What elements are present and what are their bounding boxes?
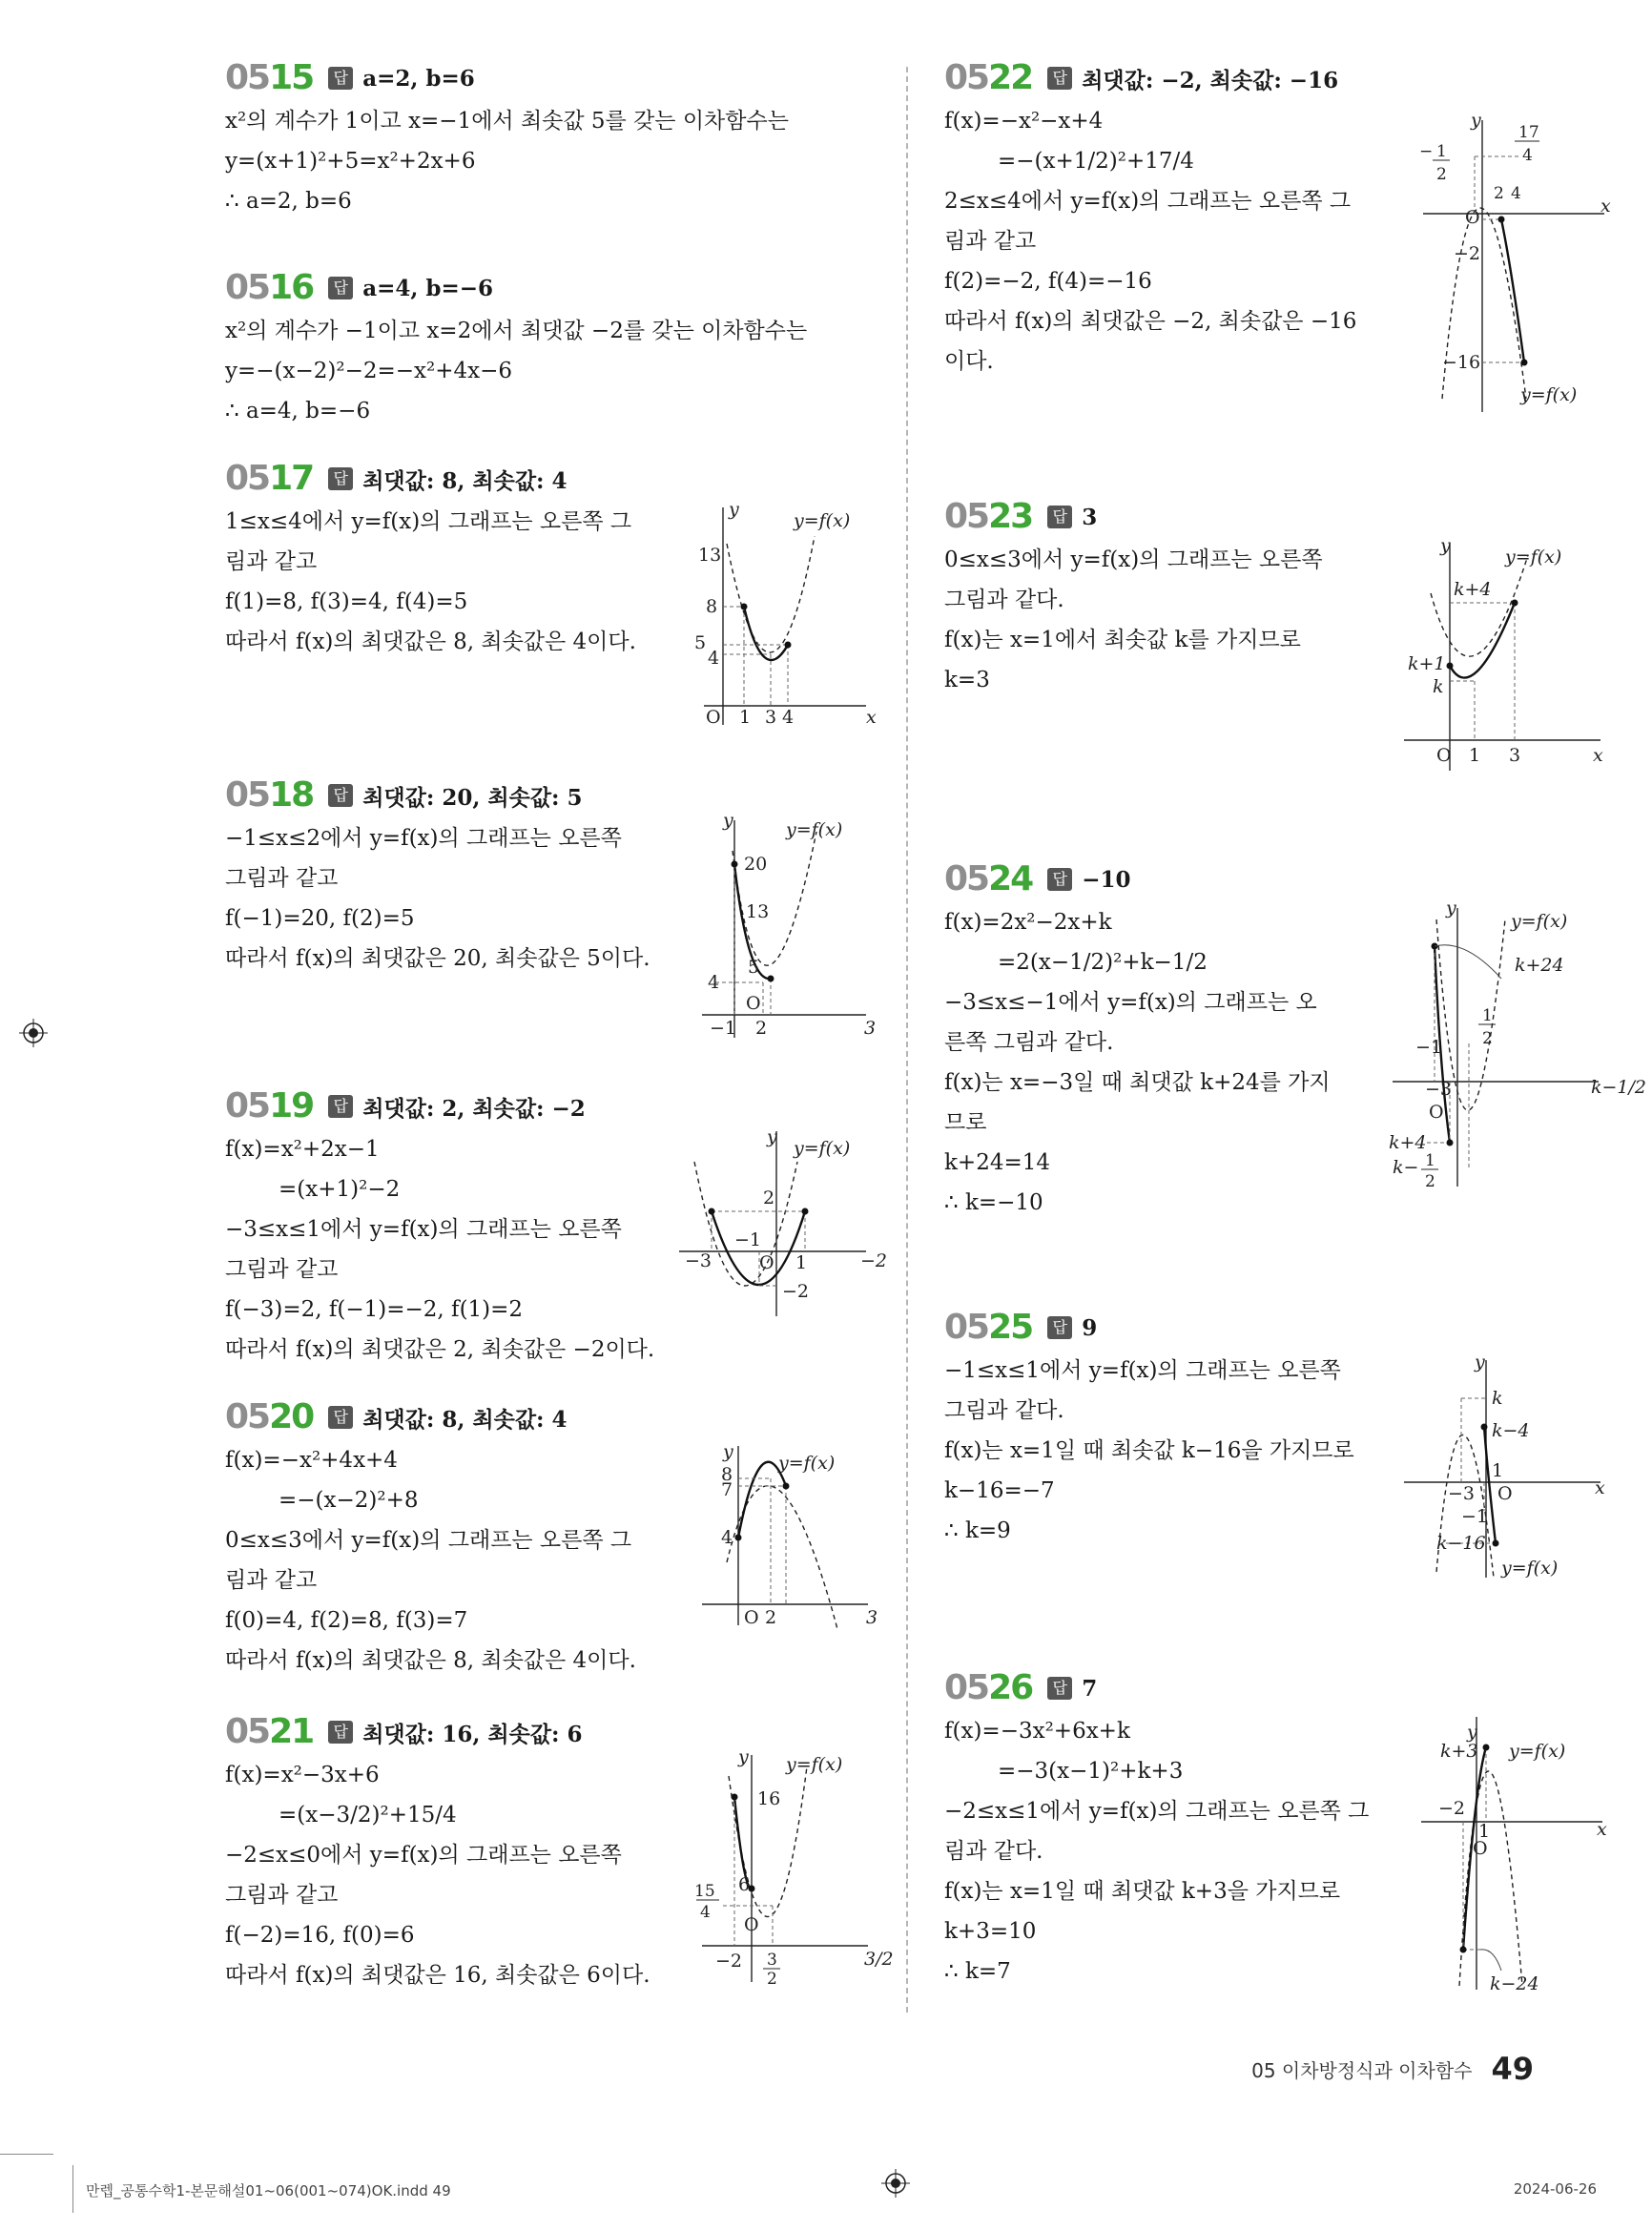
graph-label: k−16	[1436, 1533, 1486, 1554]
solution-line: 림과 같고	[225, 1568, 318, 1593]
problem-header	[944, 498, 1621, 536]
solution-line: ∴ k=−10	[944, 1190, 1043, 1215]
svg-text:k−: k−	[1393, 1157, 1419, 1178]
registration-mark-icon	[881, 2169, 910, 2198]
graph-label: y	[1446, 898, 1456, 919]
answer-value: 9	[1082, 1314, 1098, 1341]
solution-body	[225, 311, 902, 431]
answer-tag: 답	[1047, 67, 1072, 90]
graph-label: k+4	[1454, 579, 1492, 600]
problem-header	[944, 860, 1621, 898]
graph-label: 13	[746, 901, 770, 922]
graph-label: y=f(x)	[1501, 1558, 1559, 1579]
problem-number: 0522	[944, 58, 1033, 97]
graph-label: y=f(x)	[786, 819, 843, 840]
solution-line: f(x)=−3x²+6x+k	[944, 1719, 1130, 1744]
answer-value: 최댓값: 20, 최솟값: 5	[362, 784, 583, 811]
solution-line: f(x)=x²−3x+6	[225, 1763, 380, 1787]
graph-label: y=f(x)	[1511, 911, 1568, 932]
graph-label: 20	[744, 854, 768, 875]
graph-label: −3	[1448, 1483, 1476, 1504]
graph-label: y=f(x)	[794, 1138, 851, 1159]
page-footer	[1251, 2051, 1534, 2087]
graph-label: 1	[795, 1252, 808, 1273]
answer-tag: 답	[328, 1721, 353, 1744]
problem-number: 0519	[225, 1086, 314, 1125]
solution-line: 이다.	[944, 349, 994, 374]
solution-line: 따라서 f(x)의 최댓값은 −2, 최솟값은 −16	[944, 309, 1357, 334]
problem-number: 0520	[225, 1397, 314, 1436]
problem-header	[944, 59, 1621, 97]
solution-line: f(−3)=2, f(−1)=−2, f(1)=2	[225, 1297, 524, 1322]
svg-text:2: 2	[1436, 165, 1447, 184]
graph-label: y=f(x)	[778, 1453, 836, 1474]
solution-line: f(x)는 x=1에서 최솟값 k를 가지므로	[944, 628, 1301, 652]
problem-header	[225, 59, 902, 97]
problem-number: 0523	[944, 497, 1033, 536]
crop-mark	[72, 2165, 73, 2213]
problem-0516	[225, 269, 902, 431]
graph-label: 2	[763, 1187, 775, 1208]
graph-label: 7	[721, 1479, 733, 1500]
solution-line: ∴ k=9	[944, 1518, 1011, 1543]
solution-line: 2≤x≤4에서 y=f(x)의 그래프는 오른쪽 그	[944, 189, 1352, 214]
solution-line: 그림과 같고	[225, 1883, 339, 1908]
svg-text:2: 2	[1425, 1172, 1435, 1191]
solution-line: −1≤x≤2에서 y=f(x)의 그래프는 오른쪽	[225, 826, 622, 851]
answer-value: 3	[1082, 504, 1098, 530]
solution-line: 림과 같다.	[944, 1839, 1043, 1864]
print-date: 2024-06-26	[1513, 2180, 1597, 2198]
solution-line: y=(x+1)²+5=x²+2x+6	[225, 149, 476, 174]
solution-line: f(x)는 x=−3일 때 최댓값 k+24를 가지	[944, 1070, 1331, 1095]
graph-label: 8	[721, 1464, 733, 1485]
solution-line: −1≤x≤1에서 y=f(x)의 그래프는 오른쪽	[944, 1358, 1341, 1383]
graph-label: x	[866, 707, 877, 728]
answer-tag: 답	[1047, 868, 1072, 891]
graph-0520	[694, 1438, 876, 1629]
graph-label: 16	[757, 1788, 781, 1809]
solution-line: ∴ a=4, b=−6	[225, 399, 371, 423]
solution-line: x²의 계수가 −1이고 x=2에서 최댓값 −2를 갖는 이차함수는	[225, 319, 808, 343]
graph-label: k−24	[1490, 1973, 1539, 1994]
graph-label: −2	[860, 1250, 888, 1271]
graph-label: 4	[708, 972, 720, 993]
graph-label: y=f(x)	[786, 1754, 843, 1775]
answer-tag: 답	[328, 1406, 353, 1429]
solution-line: k=3	[944, 668, 990, 692]
answer-value: −10	[1082, 866, 1131, 893]
graph-label: −3	[685, 1250, 712, 1271]
solution-line: 림과 같고	[944, 229, 1037, 254]
answer-value: 최댓값: 16, 최솟값: 6	[362, 1721, 583, 1747]
svg-text:4: 4	[1522, 146, 1533, 165]
problem-number: 0515	[225, 58, 314, 97]
registration-mark-icon	[19, 1019, 48, 1047]
graph-label: k−4	[1492, 1420, 1530, 1441]
answer-value: 최댓값: 8, 최솟값: 4	[362, 467, 568, 494]
graph-label: 4	[721, 1527, 733, 1548]
problem-number: 0524	[944, 859, 1033, 898]
graph-label: 6	[738, 1874, 751, 1895]
solution-line: ∴ a=2, b=6	[225, 189, 352, 214]
graph-0517	[694, 498, 876, 727]
graph-label: −2	[1454, 243, 1481, 264]
graph-label: 8	[706, 596, 718, 617]
svg-text:4: 4	[700, 1903, 711, 1922]
graph-label: 5	[748, 957, 760, 978]
solution-line: f(x)는 x=1일 때 최솟값 k−16을 가지므로	[944, 1438, 1354, 1463]
graph-label: O	[706, 707, 721, 728]
problem-header	[225, 1713, 902, 1751]
problem-number: 0517	[225, 459, 314, 498]
solution-line: k+24=14	[944, 1150, 1051, 1175]
svg-text:2: 2	[1482, 1029, 1493, 1048]
crop-mark	[0, 2154, 53, 2155]
solution-line: 른쪽 그림과 같다.	[944, 1030, 1114, 1055]
solution-line: =(x+1)²−2	[279, 1177, 401, 1202]
answer-tag: 답	[328, 67, 353, 90]
graph-label: y	[1467, 1722, 1477, 1743]
graph-label: −2	[715, 1951, 743, 1972]
graph-0522	[1419, 110, 1611, 418]
answer-tag: 답	[328, 467, 353, 490]
solution-line: 0≤x≤3에서 y=f(x)의 그래프는 오른쪽	[944, 547, 1323, 572]
graph-label: 5	[694, 632, 707, 653]
answer-value: a=4, b=−6	[362, 275, 494, 301]
graph-label: y	[1475, 1352, 1485, 1373]
graph-label: y	[723, 810, 733, 831]
graph-label: 3	[864, 1018, 877, 1039]
graph-label: O	[1429, 1102, 1444, 1123]
graph-label: 4	[782, 707, 795, 728]
graph-label: 2	[755, 1018, 768, 1039]
svg-text:2: 2	[767, 1970, 777, 1989]
graph-label: O	[1473, 1838, 1488, 1859]
column-divider	[906, 67, 908, 2013]
graph-label: k	[1433, 676, 1444, 697]
answer-tag: 답	[1047, 506, 1072, 528]
solution-line: −3≤x≤−1에서 y=f(x)의 그래프는 오	[944, 990, 1317, 1015]
graph-label: y=f(x)	[1505, 547, 1562, 568]
solution-body	[225, 101, 902, 221]
graph-label: 2	[1494, 184, 1504, 203]
graph-label: y	[723, 1441, 733, 1462]
solution-line: 므로	[944, 1110, 987, 1135]
graph-label: O	[746, 993, 761, 1014]
answer-tag: 답	[328, 784, 353, 807]
solution-line: 그림과 같다.	[944, 588, 1064, 612]
svg-text:1: 1	[1436, 142, 1447, 161]
problem-header	[944, 1669, 1621, 1707]
graph-label: 1	[1478, 1821, 1491, 1842]
file-info: 만렙_공통수학1-본문해설01~06(001~074)OK.indd 49	[86, 2182, 451, 2199]
solution-line: 0≤x≤3에서 y=f(x)의 그래프는 오른쪽 그	[225, 1528, 632, 1553]
answer-value: 최댓값: 8, 최솟값: 4	[362, 1406, 568, 1433]
graph-label: k−1/2	[1591, 1077, 1647, 1098]
solution-line: 따라서 f(x)의 최댓값은 16, 최솟값은 6이다.	[225, 1963, 650, 1988]
solution-line: 그림과 같고	[225, 1257, 339, 1282]
solution-line: =−(x+1/2)²+17/4	[998, 149, 1194, 174]
solution-line: f(−2)=16, f(0)=6	[225, 1923, 415, 1948]
graph-label: −16	[1442, 352, 1481, 373]
answer-tag: 답	[328, 1095, 353, 1118]
graph-label: O	[759, 1252, 774, 1273]
problem-number: 0525	[944, 1308, 1033, 1347]
solution-line: f(x)=x²+2x−1	[225, 1137, 380, 1162]
graph-label: k+1	[1408, 653, 1446, 674]
solution-line: x²의 계수가 1이고 x=−1에서 최솟값 5를 갖는 이차함수는	[225, 109, 789, 134]
solution-line: =−3(x−1)²+k+3	[998, 1759, 1184, 1784]
graph-label: −1	[1461, 1506, 1489, 1527]
graph-label: 3/2	[864, 1949, 894, 1970]
graph-0521	[694, 1746, 894, 1989]
answer-value: a=2, b=6	[362, 65, 475, 92]
graph-label: y=f(x)	[794, 510, 851, 531]
graph-0519	[675, 1124, 888, 1324]
solution-line: f(x)는 x=1일 때 최댓값 k+3을 가지므로	[944, 1879, 1341, 1904]
solution-line: 그림과 같다.	[944, 1398, 1064, 1423]
solution-line: −2≤x≤1에서 y=f(x)의 그래프는 오른쪽 그	[944, 1799, 1370, 1824]
answer-value: 최댓값: 2, 최솟값: −2	[362, 1095, 586, 1122]
graph-label: y	[1440, 535, 1451, 556]
answer-tag: 답	[1047, 1677, 1072, 1700]
svg-text:17: 17	[1518, 123, 1539, 142]
graph-label: 13	[698, 545, 722, 566]
problem-number: 0518	[225, 775, 314, 815]
solution-line: f(2)=−2, f(4)=−16	[944, 269, 1152, 294]
solution-line: =−(x−2)²+8	[279, 1488, 419, 1513]
solution-line: −3≤x≤1에서 y=f(x)의 그래프는 오른쪽	[225, 1217, 622, 1242]
graph-label: −1	[734, 1229, 762, 1250]
solution-line: −2≤x≤0에서 y=f(x)의 그래프는 오른쪽	[225, 1843, 622, 1868]
solution-line: k+3=10	[944, 1919, 1037, 1944]
problem-header	[225, 1087, 902, 1125]
graph-label: 3	[1509, 745, 1521, 766]
graph-label: k+3	[1440, 1741, 1478, 1762]
graph-0524	[1389, 898, 1647, 1196]
graph-label: y=f(x)	[1509, 1741, 1566, 1762]
problem-0515	[225, 59, 902, 221]
solution-line: 1≤x≤4에서 y=f(x)의 그래프는 오른쪽 그	[225, 509, 632, 534]
graph-label: x	[1597, 1819, 1607, 1840]
problem-number: 0521	[225, 1712, 314, 1751]
problem-header	[944, 1309, 1621, 1347]
graph-label: O	[744, 1914, 759, 1935]
solution-line: k−16=−7	[944, 1478, 1055, 1503]
problem-header	[225, 269, 902, 307]
solution-line: 그림과 같고	[225, 866, 339, 891]
graph-label: 4	[1511, 184, 1521, 203]
graph-label: −2	[1438, 1798, 1466, 1819]
solution-line: f(1)=8, f(3)=4, f(4)=5	[225, 589, 468, 614]
graph-label: y=f(x)	[1520, 384, 1578, 405]
solution-line: f(x)=−x²+4x+4	[225, 1448, 398, 1473]
solution-line: f(−1)=20, f(2)=5	[225, 906, 415, 931]
graph-label: 4	[708, 648, 720, 669]
graph-0518	[694, 810, 877, 1042]
graph-label: k+4	[1389, 1132, 1427, 1153]
svg-text:−2: −2	[782, 1281, 810, 1302]
solution-line: 림과 같고	[225, 549, 318, 574]
graph-label: x	[1593, 745, 1603, 766]
graph-label: O	[1436, 745, 1452, 766]
problem-number: 0516	[225, 268, 314, 307]
answer-value: 최댓값: −2, 최솟값: −16	[1082, 67, 1339, 93]
graph-label: y	[729, 499, 739, 520]
solution-line: y=−(x−2)²−2=−x²+4x−6	[225, 359, 512, 383]
graph-label: 1	[1469, 745, 1481, 766]
solution-line: f(0)=4, f(2)=8, f(3)=7	[225, 1608, 468, 1633]
graph-0523	[1398, 536, 1610, 774]
solution-line: 따라서 f(x)의 최댓값은 8, 최솟값은 4이다.	[225, 1648, 636, 1673]
svg-text:3: 3	[767, 1951, 777, 1970]
graph-label: y	[738, 1746, 749, 1767]
solution-line: 따라서 f(x)의 최댓값은 20, 최솟값은 5이다.	[225, 946, 650, 971]
svg-text:−: −	[1419, 142, 1434, 161]
section-title: 05 이차방정식과 이차함수	[1251, 2058, 1473, 2082]
graph-0525	[1398, 1352, 1610, 1581]
graph-label: −1	[1415, 1037, 1443, 1058]
answer-tag: 답	[1047, 1316, 1072, 1339]
graph-label: x	[1595, 1477, 1605, 1498]
page-number: 49	[1491, 2051, 1534, 2087]
graph-label: 2	[765, 1607, 777, 1628]
graph-label: k	[1492, 1388, 1503, 1409]
solution-line: 따라서 f(x)의 최댓값은 8, 최솟값은 4이다.	[225, 630, 636, 654]
solution-line: f(x)=2x²−2x+k	[944, 910, 1112, 935]
problem-number: 0526	[944, 1668, 1033, 1707]
graph-label: O	[744, 1607, 759, 1628]
solution-line: 따라서 f(x)의 최댓값은 2, 최솟값은 −2이다.	[225, 1337, 655, 1362]
problem-header	[225, 460, 902, 498]
svg-text:1: 1	[1482, 1006, 1493, 1025]
solution-line: =(x−3/2)²+15/4	[279, 1803, 457, 1827]
graph-label: y	[1471, 110, 1481, 131]
graph-label: x	[1600, 196, 1611, 217]
graph-0526	[1417, 1709, 1610, 1995]
graph-label: 3	[866, 1607, 878, 1628]
solution-line: f(x)=−x²−x+4	[944, 109, 1104, 134]
graph-label: 1	[1492, 1460, 1504, 1481]
graph-label: 1	[739, 707, 752, 728]
graph-label: −1	[710, 1018, 737, 1039]
problem-header	[225, 776, 902, 815]
problem-header	[225, 1398, 902, 1436]
graph-label: y	[767, 1126, 777, 1147]
graph-label: 3	[765, 707, 777, 728]
graph-label: O	[1497, 1483, 1513, 1504]
graph-label: −3	[1425, 1079, 1453, 1100]
solution-line: ∴ k=7	[944, 1959, 1011, 1984]
graph-label: O	[1465, 207, 1480, 228]
graph-label: k+24	[1515, 955, 1564, 976]
svg-text:15: 15	[694, 1882, 715, 1901]
answer-tag: 답	[328, 277, 353, 299]
svg-text:1: 1	[1425, 1151, 1435, 1170]
answer-value: 7	[1082, 1675, 1098, 1702]
solution-line: =2(x−1/2)²+k−1/2	[998, 950, 1208, 975]
